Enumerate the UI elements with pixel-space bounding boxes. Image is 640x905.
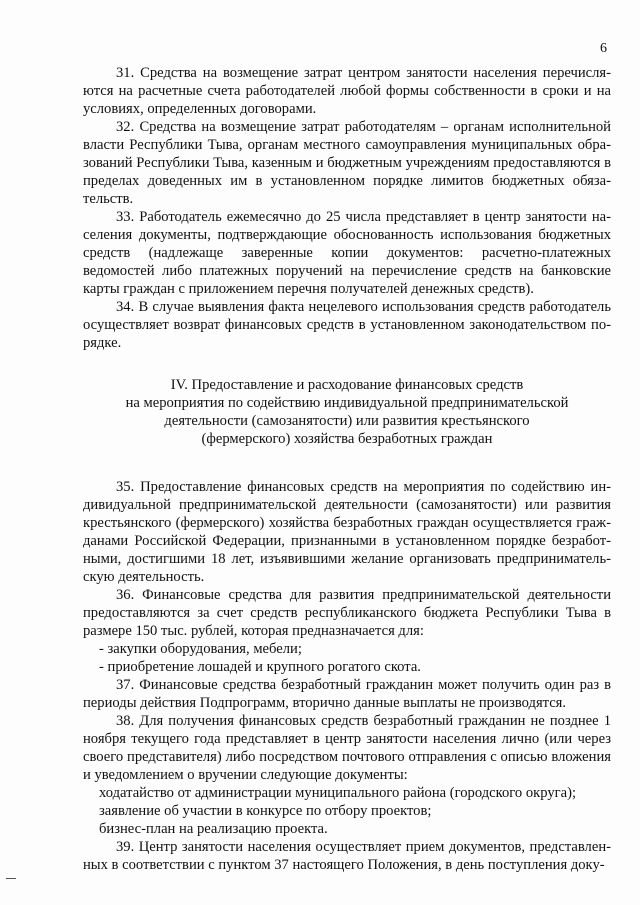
paragraph-38: 38. Для получения финансовых средств безработный гражданин не позднее 1 ноября текущего года представляет в центр занятости населения лично (или через своего представителя) либо посредством почтового отправления с описью вложения и уведомлением о вручении следующие документы:	[83, 713, 611, 783]
list-item: ходатайство от администрации муниципального района (городского округа);	[99, 785, 577, 801]
scan-mark	[6, 878, 16, 879]
paragraph-37: 37. Финансовые средства безработный гражданин может получить один раз в периоды действия Подпрограмм, вторично данные выплаты не производятся.	[83, 677, 611, 711]
list-item: бизнес-план на реализацию проекта.	[99, 821, 328, 837]
section-heading-line: на мероприятия по содействию индивидуальной предпринимательской	[125, 395, 569, 411]
page-number: 6	[600, 41, 607, 56]
section-heading-line: IV. Предоставление и расходование финансовых средств	[170, 377, 524, 393]
paragraph-36: 36. Финансовые средства для развития предпринимательской деятельности предоставляются за счет средств республиканского бюджета Республики Тыва в размере 150 тыс. рублей, которая предназначается для:	[83, 587, 611, 639]
paragraph-32: 32. Средства на возмещение затрат работодателям – органам исполнительной власти Республики Тыва, органам местного самоуправления муниципальных образований Республики Тыва, казенным и бюджетным учреждениям предоставляются в пределах доведенных им в установленном порядке лимитов бюджетных обязательств.	[83, 119, 611, 207]
paragraph-35: 35. Предоставление финансовых средств на мероприятия по содействию индивидуальной предпринимательской деятельности (самозанятости) или развития крестьянского (фермерского) хозяйства безработных граждан осуществляется гражданами Российской Федерации, признанными в установленном порядке безработными, достигшими 18 лет, изъявившими желание организовать предпринимательскую деятельность.	[83, 479, 611, 585]
paragraph-31: 31. Средства на возмещение затрат центром занятости населения перечисляются на расчетные счета работодателей любой формы собственности в сроки и на условиях, определенных договорами.	[83, 65, 611, 117]
document-body	[83, 64, 611, 874]
list-item: - приобретение лошадей и крупного рогатого скота.	[99, 659, 421, 675]
section-heading	[83, 376, 611, 448]
paragraph-33: 33. Работодатель ежемесячно до 25 числа представляет в центр занятости населения документы, подтверждающие обоснованность использования бюджетных средств (надлежаще заверенные копии документов: расчетно-платежных ведомостей либо платежных поручений на перечисление средств на банковские карты граждан с приложением перечня получателей денежных средств).	[83, 209, 611, 297]
section-heading-line: (фермерского) хозяйства безработных граждан	[201, 431, 493, 447]
list-item: - закупки оборудования, мебели;	[99, 641, 302, 657]
list-item: заявление об участии в конкурсе по отбору проектов;	[99, 803, 432, 819]
paragraph-34: 34. В случае выявления факта нецелевого использования средств работодатель осуществляет возврат финансовых средств в установленном законодательством порядке.	[83, 299, 611, 351]
paragraph-39: 39. Центр занятости населения осуществляет прием документов, представленных в соответствии с пунктом 37 настоящего Положения, в день поступления доку-	[83, 839, 611, 873]
section-heading-line: деятельности (самозанятости) или развития крестьянского	[164, 413, 530, 429]
